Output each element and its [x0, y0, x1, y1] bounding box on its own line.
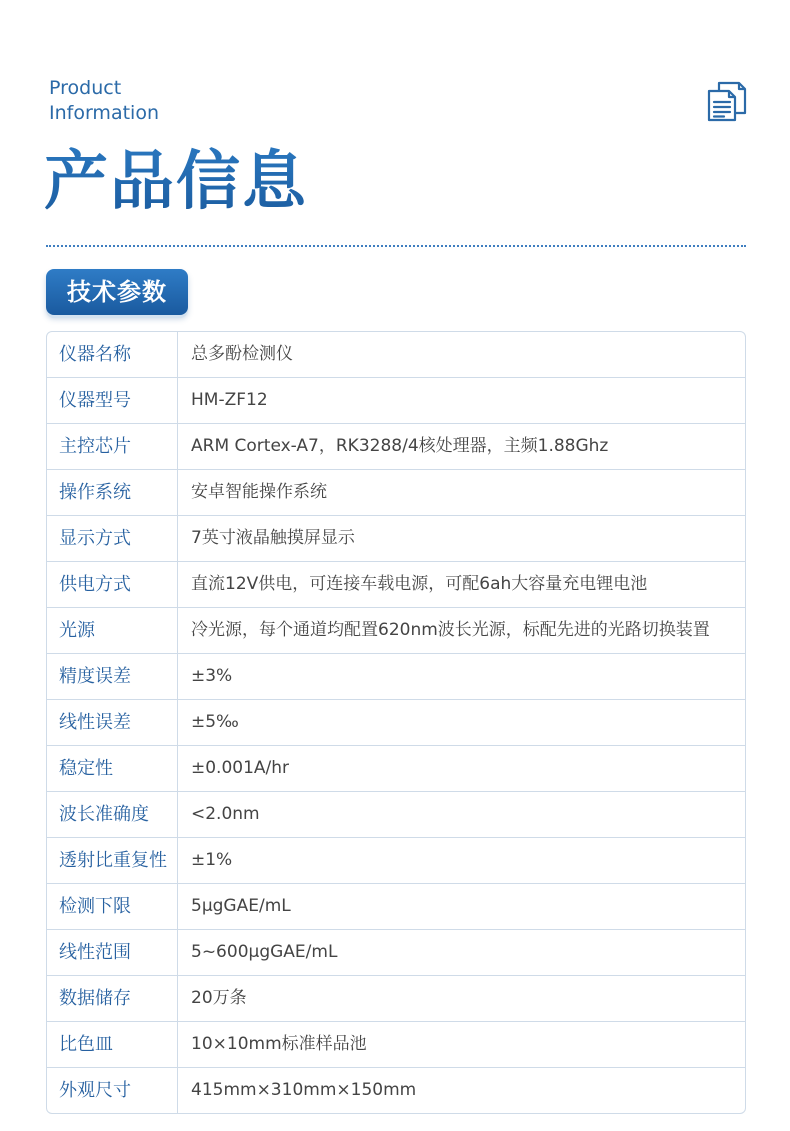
spec-label: 操作系统	[47, 470, 178, 515]
spec-label: 线性范围	[47, 930, 178, 975]
spec-label: 数据储存	[47, 976, 178, 1021]
spec-value: 直流12V供电，可连接车载电源，可配6ah大容量充电锂电池	[191, 574, 648, 594]
spec-label: 检测下限	[47, 884, 178, 929]
spec-label: 仪器型号	[47, 378, 178, 423]
document-icon	[705, 79, 749, 123]
table-row	[47, 746, 745, 792]
spec-value: 10×10mm标准样品池	[191, 1034, 367, 1054]
table-row	[47, 1068, 745, 1113]
spec-value: 20万条	[191, 988, 247, 1008]
section-divider	[46, 245, 746, 247]
table-row	[47, 378, 745, 424]
eyebrow-line-information: Information	[49, 102, 159, 124]
table-row	[47, 424, 745, 470]
spec-value: <2.0nm	[191, 804, 260, 824]
table-row	[47, 930, 745, 976]
table-row	[47, 1022, 745, 1068]
spec-value: ±1%	[191, 850, 233, 870]
spec-value: 冷光源，每个通道均配置620nm波长光源，标配先进的光路切换装置	[191, 620, 710, 640]
table-row	[47, 562, 745, 608]
spec-value: 总多酚检测仪	[191, 344, 293, 364]
table-row	[47, 700, 745, 746]
spec-value: 5~600μgGAE/mL	[191, 942, 338, 962]
spec-label: 线性误差	[47, 700, 178, 745]
table-row	[47, 884, 745, 930]
spec-value: HM-ZF12	[191, 390, 268, 410]
spec-label: 供电方式	[47, 562, 178, 607]
spec-label: 光源	[47, 608, 178, 653]
spec-value: ±3%	[191, 666, 233, 686]
spec-label: 仪器名称	[47, 332, 178, 377]
table-row	[47, 470, 745, 516]
spec-value: 7英寸液晶触摸屏显示	[191, 528, 355, 548]
spec-value: ARM Cortex-A7，RK3288/4核处理器，主频1.88Ghz	[191, 436, 609, 456]
spec-value: ±5‰	[191, 712, 239, 732]
table-row	[47, 838, 745, 884]
spec-label: 稳定性	[47, 746, 178, 791]
spec-label: 精度误差	[47, 654, 178, 699]
spec-label: 波长准确度	[47, 792, 178, 837]
spec-label: 透射比重复性	[47, 838, 178, 883]
table-row	[47, 976, 745, 1022]
table-row	[47, 792, 745, 838]
spec-label: 比色皿	[47, 1022, 178, 1067]
eyebrow-line-product: Product	[49, 77, 122, 99]
page-title: 产品信息	[44, 142, 308, 222]
eyebrow-text	[49, 76, 159, 126]
section-badge-tech-params: 技术参数	[46, 269, 188, 315]
spec-label: 外观尺寸	[47, 1068, 178, 1113]
spec-value: ±0.001A/hr	[191, 758, 290, 778]
spec-table	[46, 331, 746, 1114]
spec-label: 显示方式	[47, 516, 178, 561]
table-row	[47, 332, 745, 378]
spec-label: 主控芯片	[47, 424, 178, 469]
table-row	[47, 654, 745, 700]
spec-value: 415mm×310mm×150mm	[191, 1080, 417, 1100]
table-row	[47, 516, 745, 562]
spec-value: 5μgGAE/mL	[191, 896, 291, 916]
spec-value: 安卓智能操作系统	[191, 482, 327, 502]
table-row	[47, 608, 745, 654]
